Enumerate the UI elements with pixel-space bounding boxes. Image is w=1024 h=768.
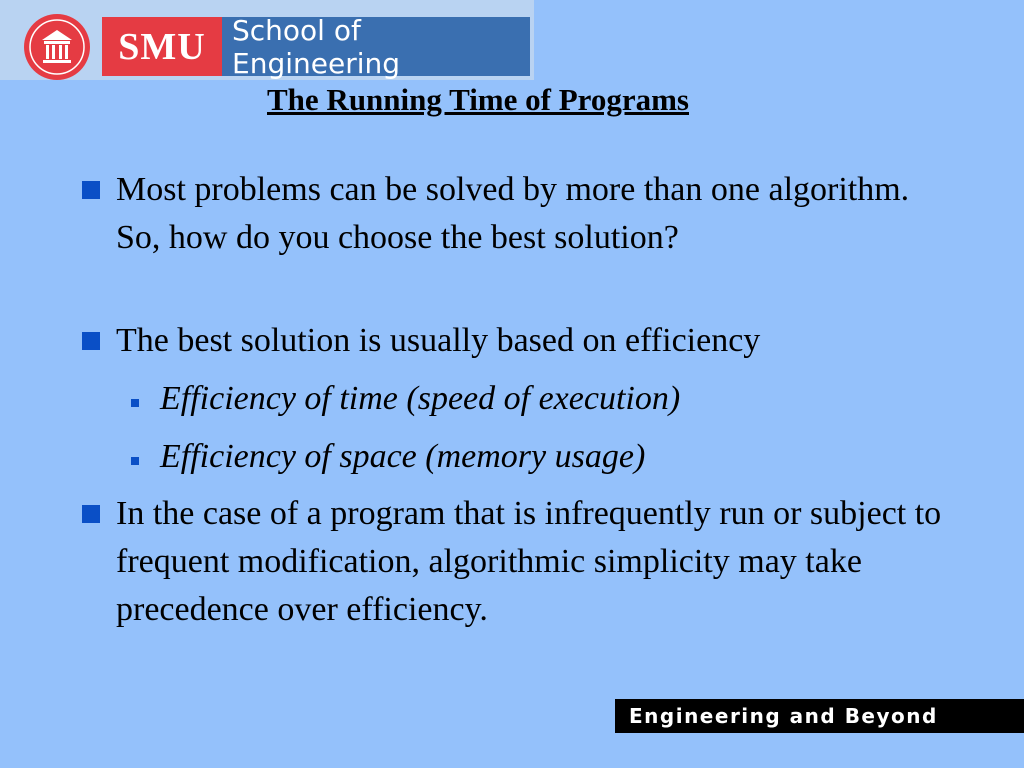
footer-tagline: Engineering and Beyond (629, 704, 938, 728)
school-logo (222, 13, 530, 80)
bullet-item (116, 490, 956, 634)
smu-logo-text: SMU (118, 25, 206, 68)
sub-bullet-text: Efficiency of time (speed of execution) (160, 380, 681, 417)
small-square-bullet-icon (131, 457, 139, 465)
bullet-text: Most problems can be solved by more than one algorithm. So, how do you choose the best solution? (116, 171, 910, 256)
bullet-item (116, 166, 956, 262)
slide-title: The Running Time of Programs (267, 82, 689, 117)
header-banner (0, 0, 534, 80)
bullet-text: The best solution is usually based on efficiency (116, 322, 761, 359)
sub-bullet-text: Efficiency of space (memory usage) (160, 438, 646, 475)
bullet-item (116, 317, 956, 365)
square-bullet-icon (82, 332, 100, 350)
sub-bullet-item (160, 433, 920, 481)
smu-logo (102, 17, 222, 76)
smu-seal-icon (22, 12, 92, 82)
square-bullet-icon (82, 505, 100, 523)
small-square-bullet-icon (131, 399, 139, 407)
bullet-text: In the case of a program that is infrequently run or subject to frequent modification, algorithmic simplicity may take precedence over efficiency. (116, 495, 942, 628)
square-bullet-icon (82, 181, 100, 199)
school-logo-text: School of Engineering (232, 13, 400, 80)
footer-bar (615, 699, 1024, 733)
sub-bullet-item (160, 375, 920, 423)
